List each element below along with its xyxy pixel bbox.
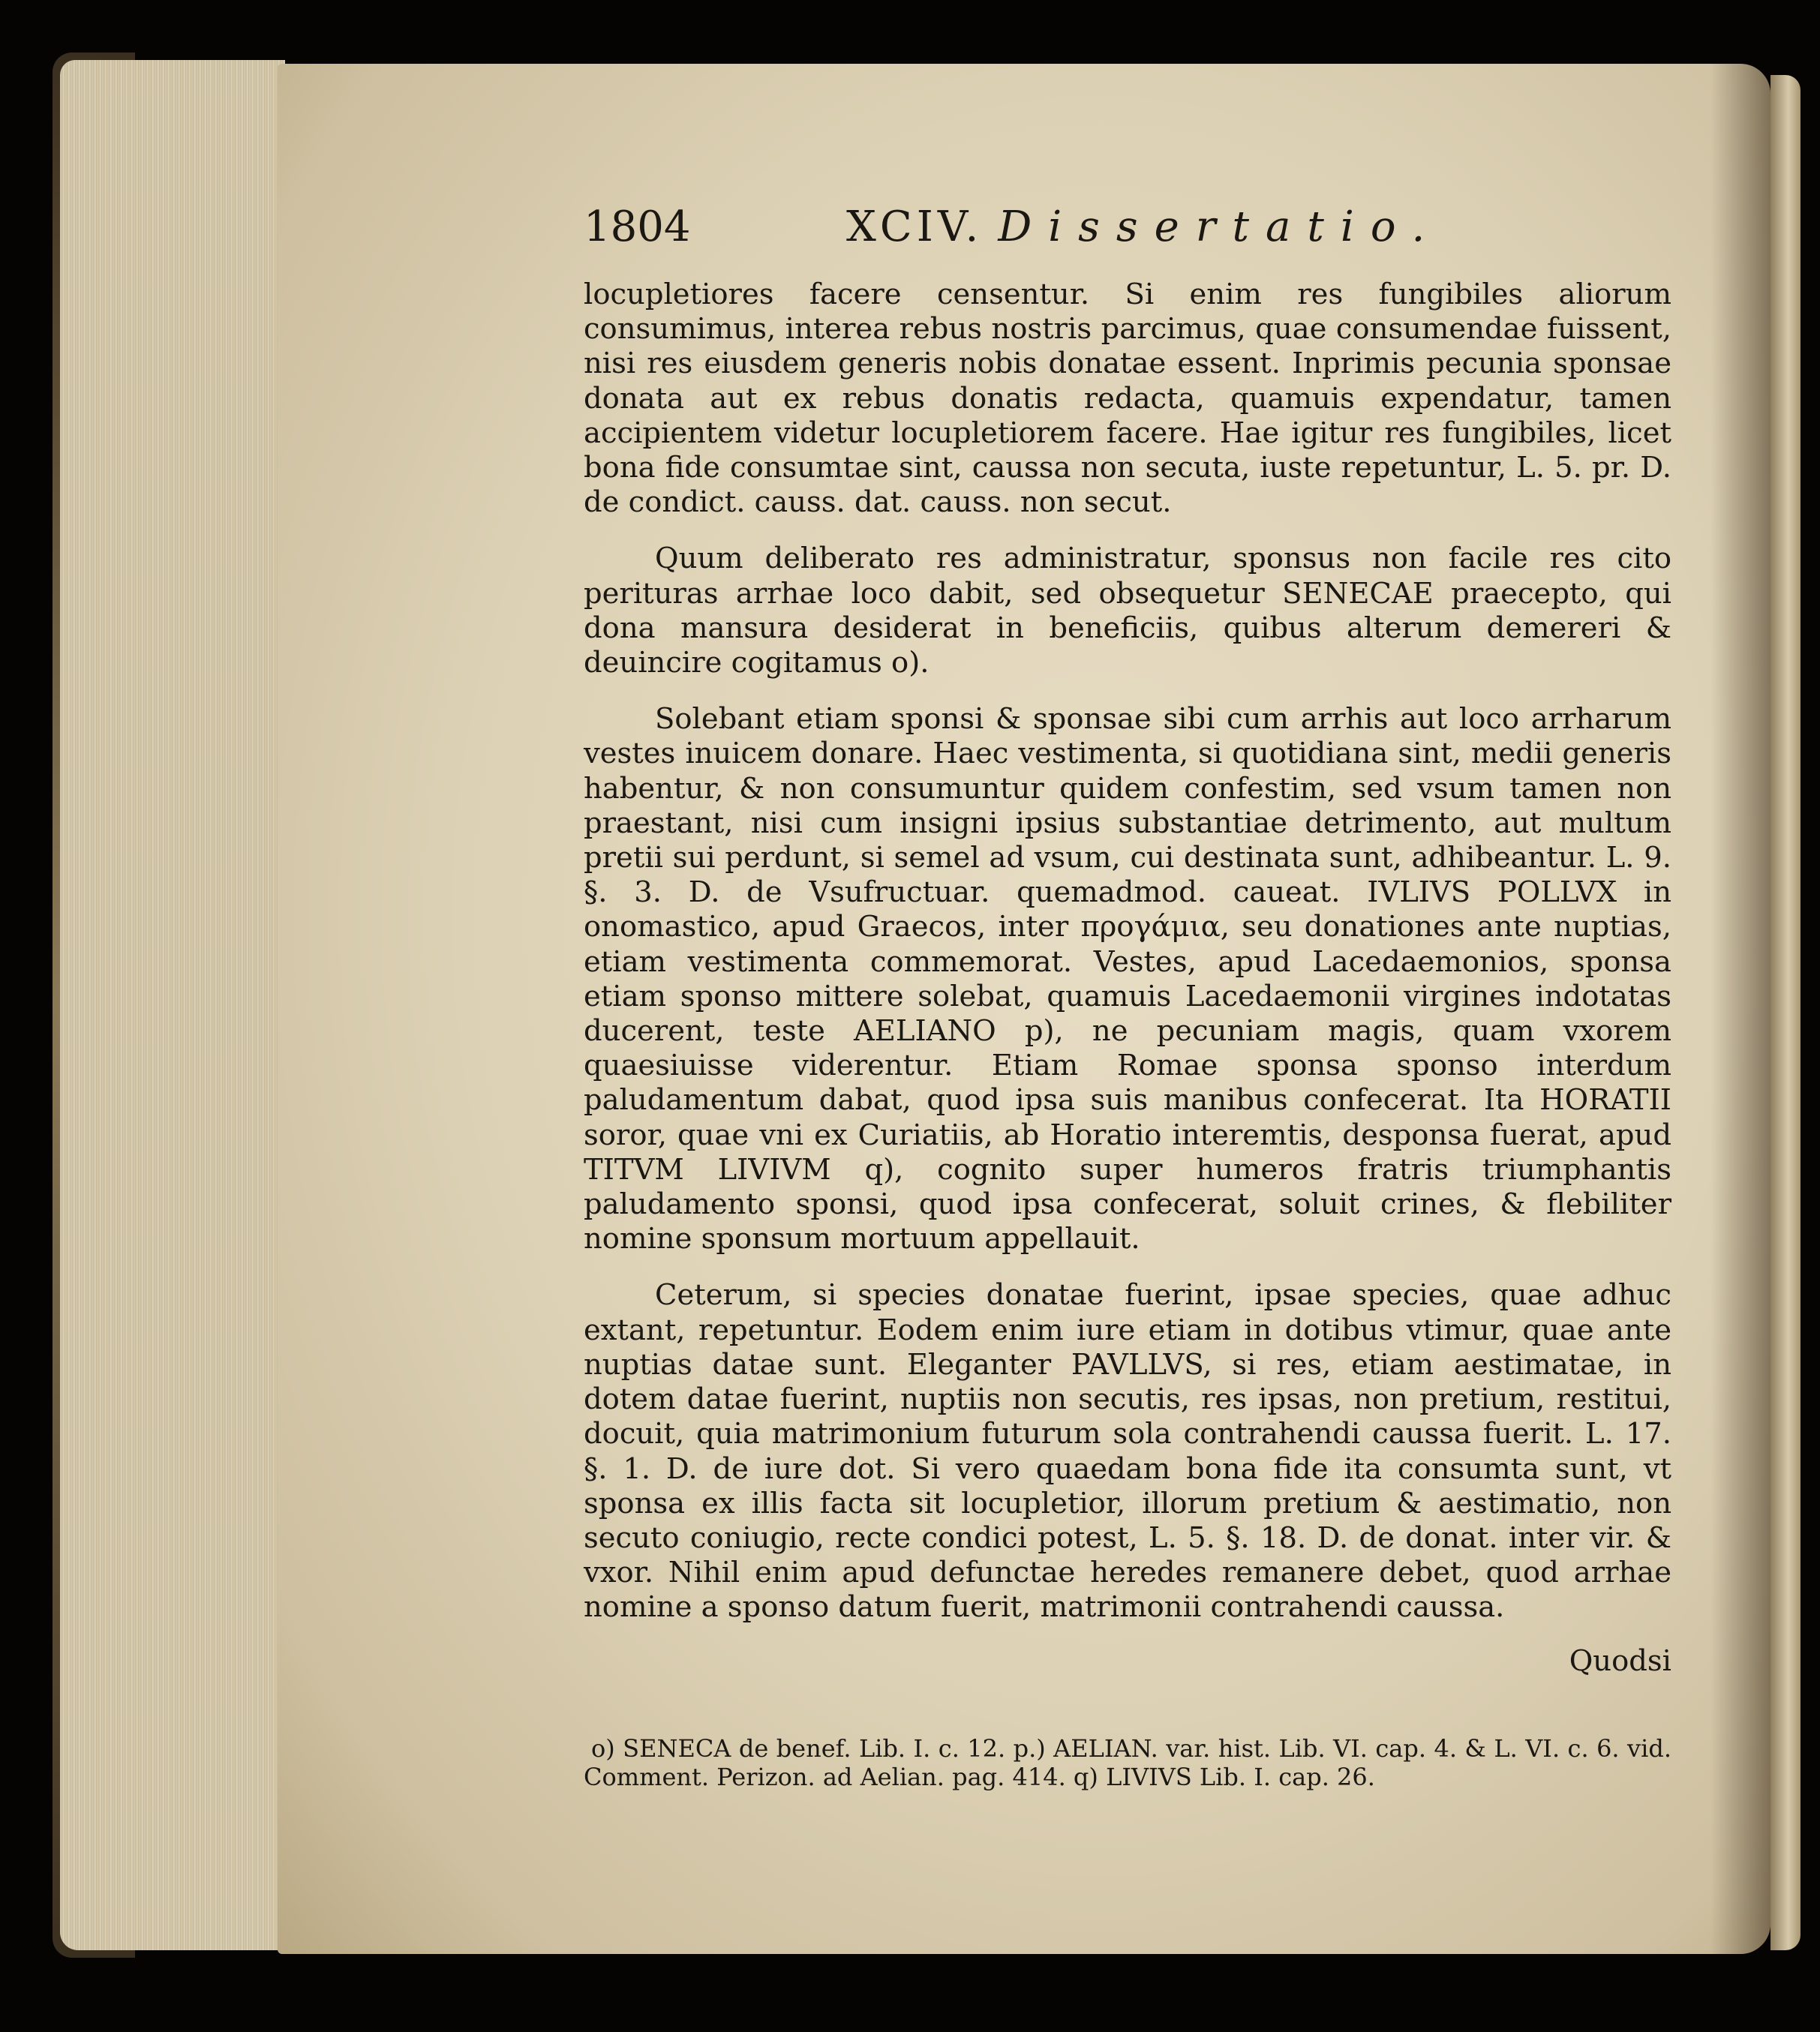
page-gutter-shadow <box>1710 64 1770 1954</box>
page-number: 1804 <box>584 203 691 251</box>
running-title-word: Dissertatio. <box>998 203 1442 251</box>
page-stack-edges <box>60 60 285 1950</box>
page-text <box>306 203 1671 1792</box>
paragraph-4: Ceterum, si species donatae fuerint, ipsae species, quae adhuc extant, repetuntur. Eodem enim iure etiam in dotibus vtimur, quae ante nuptias datae sunt. Eleganter PAVLLVS, si res, etiam aestimatae, in dotem datae fuerint, nuptiis non secutis, res ipsas, non pretium, restitui, docuit, quia matrimonium futurum sola contrahendi caussa fuerit. L. 17. §. 1. D. de iure dot. Si vero quaedam bona fide ita consumta sunt, vt sponsa ex illis facta sit locupletior, illorum pretium & aestimatio, non secuto coniugio, recte condici potest, L. 5. §. 18. D. de donat. inter vir. & vxor. Nihil enim apud defunctae heredes remanere debet, quod arrhae nomine a sponso datum fuerit, matrimonii contrahendi caussa. <box>584 1278 1671 1625</box>
catchword: Quodsi <box>1569 1643 1671 1678</box>
footnotes <box>584 1734 1671 1792</box>
running-title <box>846 203 1441 251</box>
facing-page-edge <box>1770 75 1800 1950</box>
paragraph-3: Solebant etiam sponsi & sponsae sibi cum arrhis aut loco arrharum vestes inuicem donare. Haec vestimenta, si quotidiana sint, medii generis habentur, & non consumuntur quidem confestim, sed vsum tamen non praestant, nisi cum insigni ipsius substantiae detrimento, aut multum pretii sui perdunt, si semel ad vsum, cui destinata sunt, adhibeantur. L. 9. §. 3. D. de Vsufructuar. quemadmod. caueat. IVLIVS POLLVX in onomastico, apud Graecos, inter προγάμια, seu donationes ante nuptias, etiam vestimenta commemorat. Vestes, apud Lacedaemonios, sponsa etiam sponso mittere solebat, quamuis Lacedaemonii virgines indotatas ducerent, teste AELIANO p), ne pecuniam magis, quam vxorem quaesiuisse viderentur. Etiam Romae sponsa sponso interdum paludamentum dabat, quod ipsa suis manibus confecerat. Ita HORATII soror, quae vni ex Curiatiis, ab Horatio interemtis, desponsa fuerat, apud TITVM LIVIVM q), cognito super humeros fratris triumphantis paludamento sponsi, quod ipsa confecerat, soluit crines, & flebiliter nomine sponsum mortuum appellauit. <box>584 702 1671 1256</box>
running-title-roman: XCIV. <box>846 203 984 251</box>
body-text <box>584 278 1671 1625</box>
paragraph-2: Quum deliberato res administratur, sponsus non facile res cito perituras arrhae loco dabit, sed obsequetur SENECAE praecepto, qui dona mansura desiderat in beneficiis, quibus alterum demereri & deuincire cogitamus o). <box>584 542 1671 680</box>
paragraph-1: locupletiores facere censentur. Si enim res fungibiles aliorum consumimus, interea rebus nostris parcimus, quae consumendae fuissent, nisi res eiusdem generis nobis donatae essent. Inprimis pecunia sponsae donata aut ex rebus donatis redacta, quamuis expendatur, tamen accipientem videtur locupletiorem facere. Hae igitur res fungibiles, licet bona fide consumtae sint, caussa non secuta, iuste repetuntur, L. 5. pr. D. de condict. causs. dat. causs. non secut. <box>584 278 1671 520</box>
footnote-block: o) SENECA de benef. Lib. I. c. 12. p.) AELIAN. var. hist. Lib. VI. cap. 4. & L. VI. c. 6. vid. Comment. Perizon. ad Aelian. pag. 414. q) LIVIVS Lib. I. cap. 26. <box>584 1733 1671 1792</box>
running-head <box>306 203 1671 278</box>
